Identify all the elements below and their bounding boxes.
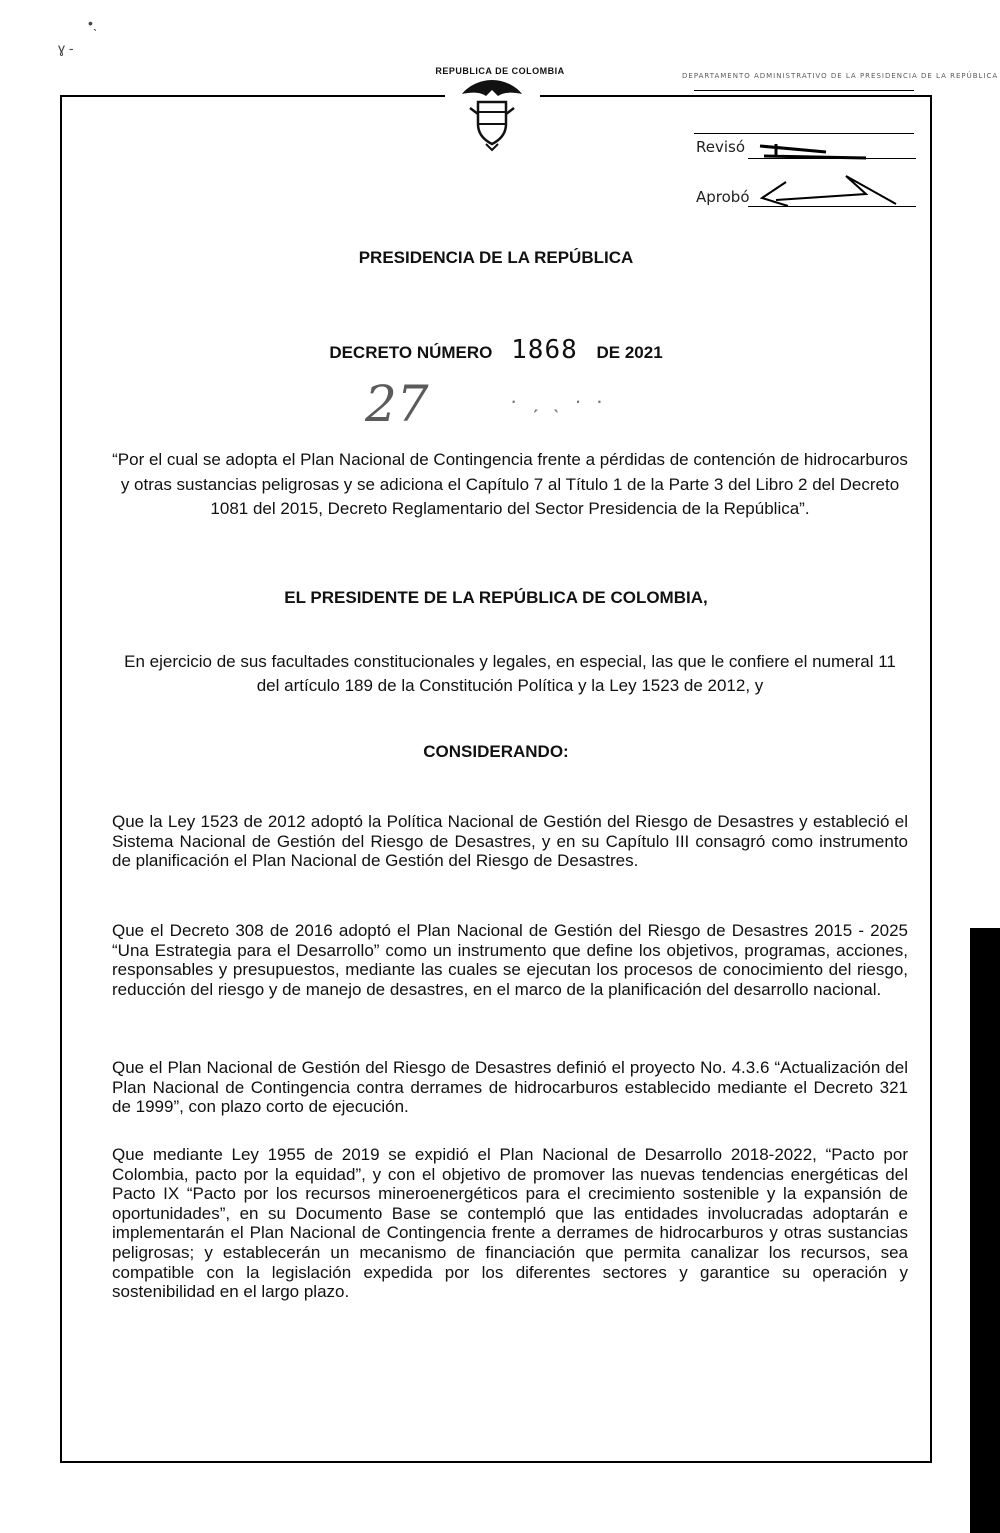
coat-of-arms-icon bbox=[460, 78, 524, 150]
decree-number-line bbox=[60, 335, 932, 365]
scan-edge-bar bbox=[970, 928, 1000, 1533]
faint-date-stamp: · ˏ ˎ · · bbox=[510, 388, 608, 413]
decree-number: 1868 bbox=[511, 335, 578, 365]
scan-speck: •ˎ bbox=[88, 15, 98, 31]
revise-label: Revisó bbox=[696, 138, 746, 156]
scan-speck: ɣ - bbox=[58, 40, 74, 56]
considerando-paragraph: Que la Ley 1523 de 2012 adoptó la Política Nacional de Gestión del Riesgo de Desastres y estableció el Sistema Nacional de Gestión del Riesgo de Desastres, y en su Capítulo III consagró como instrumento de planificación el Plan Nacional de Gestión del Riesgo de Desastres. bbox=[112, 812, 908, 871]
considerando-heading: CONSIDERANDO: bbox=[423, 742, 569, 761]
decree-prefix: DECRETO NÚMERO bbox=[329, 343, 493, 362]
stamp-title: DEPARTAMENTO ADMINISTRATIVO DE LA PRESIDENCIA DE LA REPÚBLICA bbox=[682, 72, 999, 80]
review-stamp bbox=[676, 60, 999, 220]
president-heading: EL PRESIDENTE DE LA REPÚBLICA DE COLOMBIA, bbox=[284, 588, 708, 607]
decree-suffix: DE 2021 bbox=[596, 343, 663, 362]
stamp-rule bbox=[694, 90, 914, 91]
decree-title: “Por el cual se adopta el Plan Nacional de Contingencia frente a pérdidas de contención de hidrocarburos y otras sustancias peligrosas y se adiciona el Capítulo 7 al Título 1 de la Parte 3 del Libro 2 del Decreto 1081 del 2015, Decreto Reglamentario del Sector Presidencia de la República”. bbox=[112, 450, 908, 518]
intro-paragraph: En ejercicio de sus facultades constitucionales y legales, en especial, las que le confiere el numeral 11 del artículo 189 de la Constitución Política y la Ley 1523 de 2012, y bbox=[124, 652, 896, 695]
considerando-paragraph: Que mediante Ley 1955 de 2019 se expidió el Plan Nacional de Desarrollo 2018-2022, “Pacto por Colombia, pacto por la equidad”, y con el objetivo de promover las nuevas tendencias energéticas del Pacto IX “Pacto por los recursos mineroenergéticos para el crecimiento sostenible y la expansión de oportunidades”, en su Documento Base se contempló que las entidades involucradas adoptarán e implementarán el Plan Nacional de Contingencia frente a derrames de hidrocarburos y otras sustancias peligrosas; y establecerán un mecanismo de financiación que permita canalizar los recursos, sea compatible con la legislación expedida por los diferentes sectores y garantice su operación y sostenibilidad en el largo plazo. bbox=[112, 1145, 908, 1302]
stamp-rule bbox=[694, 133, 914, 134]
considerando-paragraph: Que el Plan Nacional de Gestión del Riesgo de Desastres definió el proyecto No. 4.3.6 “Actualización del Plan Nacional de Contingencia contra derrames de hidrocarburos establecido mediante el Decreto 321 de 1999”, con plazo corto de ejecución. bbox=[112, 1058, 908, 1117]
revise-signature-icon bbox=[756, 140, 876, 162]
aprobo-label: Aprobó bbox=[696, 188, 750, 206]
presidencia-heading: PRESIDENCIA DE LA REPÚBLICA bbox=[358, 248, 634, 267]
aprobo-signature-icon bbox=[756, 172, 906, 212]
handwritten-date: 27 bbox=[365, 375, 429, 433]
considerando-paragraph: Que el Decreto 308 de 2016 adoptó el Plan Nacional de Gestión del Riesgo de Desastres 2015 - 2025 “Una Estrategia para el Desarrollo” como un instrumento que define los objetivos, programas, acciones, responsables y presupuestos, mediante las cuales se ejecutan los procesos de conocimiento del riesgo, reducción del riesgo y de manejo de desastres, en el marco de la planificación del desarrollo nacional. bbox=[112, 921, 908, 999]
republica-label: REPUBLICA DE COLOMBIA bbox=[435, 66, 565, 76]
